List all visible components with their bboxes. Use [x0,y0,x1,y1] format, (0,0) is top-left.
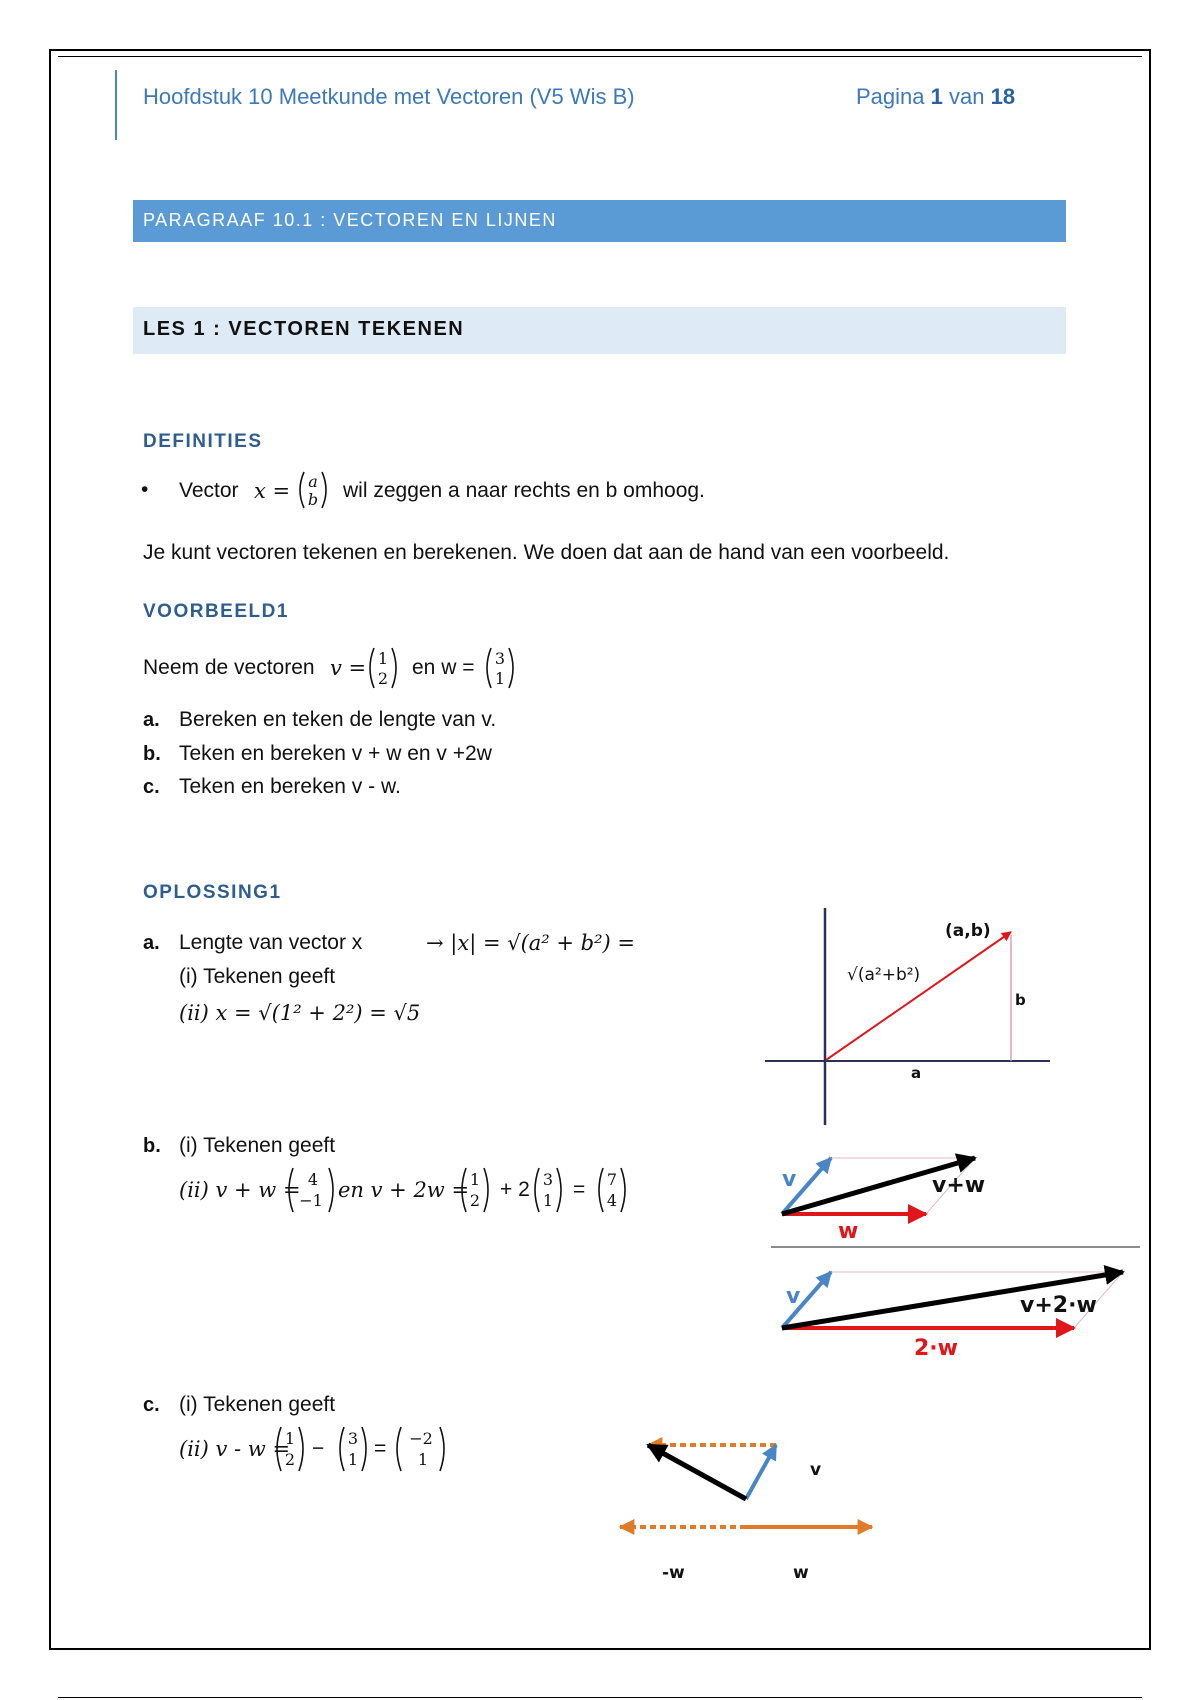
example-item-c-label: c. [143,776,160,798]
solution-b-line2-prefix: (ii) v + w = [179,1178,301,1202]
definitions-heading: DEFINITIES [143,431,263,452]
solution-b-line2-mid: en v + 2w = [338,1178,470,1202]
example-item-a-label: a. [143,709,160,731]
example-item-b-text: Teken en bereken v + w en v +2w [179,742,492,765]
vector-b-c2 [535,1168,561,1212]
solution-c-label: c. [143,1394,160,1416]
solution-c-minus: − [312,1437,325,1460]
example-item-a-text: Bereken en teken de lengte van v. [179,708,497,731]
solution-b-plus: + 2 [500,1178,530,1201]
fig2-sum-label: v+w [932,1173,986,1198]
vector-w-bottom: 1 [494,669,506,688]
vector-w [487,648,513,688]
fig1-b-label: b [1015,991,1026,1009]
vector-b-r2 [599,1168,625,1212]
vector-b-c2-bottom: 1 [542,1191,554,1210]
definition-intro: Je kunt vectoren tekenen en berekenen. We doen dat aan de hand van een voorbeeld. [143,541,950,564]
vector-b-r1-top: 4 [307,1170,319,1189]
vector-b-c1 [462,1168,488,1212]
solution-a-label: a. [143,932,160,954]
vector-ab-bottom: b [307,490,319,509]
solution-a-line2: (i) Tekenen geeft [179,965,336,988]
example-v-label: v = [330,656,367,680]
fig3-2w-label: 2·w [914,1336,958,1361]
figure-v-minus-w [620,1445,872,1583]
page-total: 18 [990,84,1016,109]
figure-v-plus-2w [782,1272,1123,1361]
solution-c-eq: = [374,1437,387,1460]
example-mid: en w = [412,656,475,679]
vector-c-c2 [340,1427,366,1471]
solution-heading: OPLOSSING1 [143,882,282,903]
fig4-v-label: v [810,1460,822,1480]
vector-c-c2-top: 3 [347,1429,359,1448]
definition-bullet-dot: • [141,478,149,501]
vector-c-c1-bottom: 2 [284,1450,296,1469]
fig1-hyp-label: √(a²+b²) [847,965,921,985]
definition-bullet-prefix: Vector [179,479,239,502]
fig3-sum-label: v+2·w [1020,1293,1097,1318]
vector-b-c1-top: 1 [469,1170,481,1189]
solution-b-label: b. [143,1135,161,1157]
chapter-title: Hoofdstuk 10 Meetkunde met Vectoren (V5 Wis B) [143,84,635,109]
vector-v [370,648,396,688]
vector-ab-top: a [308,472,318,491]
solution-b-line1: (i) Tekenen geeft [179,1134,336,1157]
solution-c-line2-prefix: (ii) v - w = [179,1437,291,1461]
fig3-v-label: v [786,1284,801,1309]
vector-b-r2-bottom: 4 [606,1191,618,1210]
vector-c-r-bottom: 1 [417,1450,429,1469]
vector-b-r1 [289,1168,333,1212]
vector-v-bottom: 2 [377,669,389,688]
example-item-b-label: b. [143,743,161,765]
example-statement-prefix: Neem de vectoren [143,656,315,679]
page-mid: van [949,84,985,109]
solution-c-line1: (i) Tekenen geeft [179,1393,336,1416]
vector-ab [300,472,326,509]
lesson-title: LES 1 : VECTOREN TEKENEN [143,318,465,340]
figure-vector-length [765,908,1050,1125]
solution-b-eq: = [573,1178,586,1201]
vector-b-r1-bottom: −1 [299,1191,323,1210]
vector-c-c1-top: 1 [284,1429,296,1448]
page-prefix: Pagina [856,84,925,109]
vector-c-c2-bottom: 1 [347,1450,359,1469]
fig4-neg-w-label: -w [662,1563,685,1583]
definition-bullet-suffix: wil zeggen a naar rechts en b omhoog. [343,479,705,502]
fig2-v-label: v [782,1167,797,1192]
example-item-c-text: Teken en bereken v - w. [179,775,401,798]
paragraph-title: PARAGRAAF 10.1 : VECTOREN EN LIJNEN [143,210,557,230]
solution-a-line1: Lengte van vector x [179,931,363,954]
fig2-w-label: w [838,1219,859,1244]
fig1-point-label: (a,b) [945,921,991,941]
vector-c-r-top: −2 [409,1429,433,1448]
vector-c-r [397,1427,444,1471]
fig1-a-label: a [911,1064,922,1082]
fig1-hypotenuse-arrow [826,932,1011,1060]
vector-b-c2-top: 3 [542,1170,554,1189]
vector-v-top: 1 [377,649,389,668]
vector-c-c1 [277,1427,303,1471]
vector-b-r2-top: 7 [606,1170,618,1189]
solution-a-line3: (ii) x = √(1² + 2²) = √5 [179,1001,421,1025]
fig4-diff-arrow [648,1445,746,1499]
definition-bullet-math: x = [254,479,291,503]
fig4-w-label: w [793,1563,809,1583]
fig4-v-arrow [746,1445,776,1499]
vector-b-c1-bottom: 2 [469,1191,481,1210]
page-current: 1 [930,84,943,109]
vector-w-top: 3 [494,649,506,668]
figure-v-plus-w [782,1158,985,1244]
solution-a-formula: → |x| = √(a² + b²) = [426,931,635,955]
example-heading: VOORBEELD1 [143,601,289,622]
